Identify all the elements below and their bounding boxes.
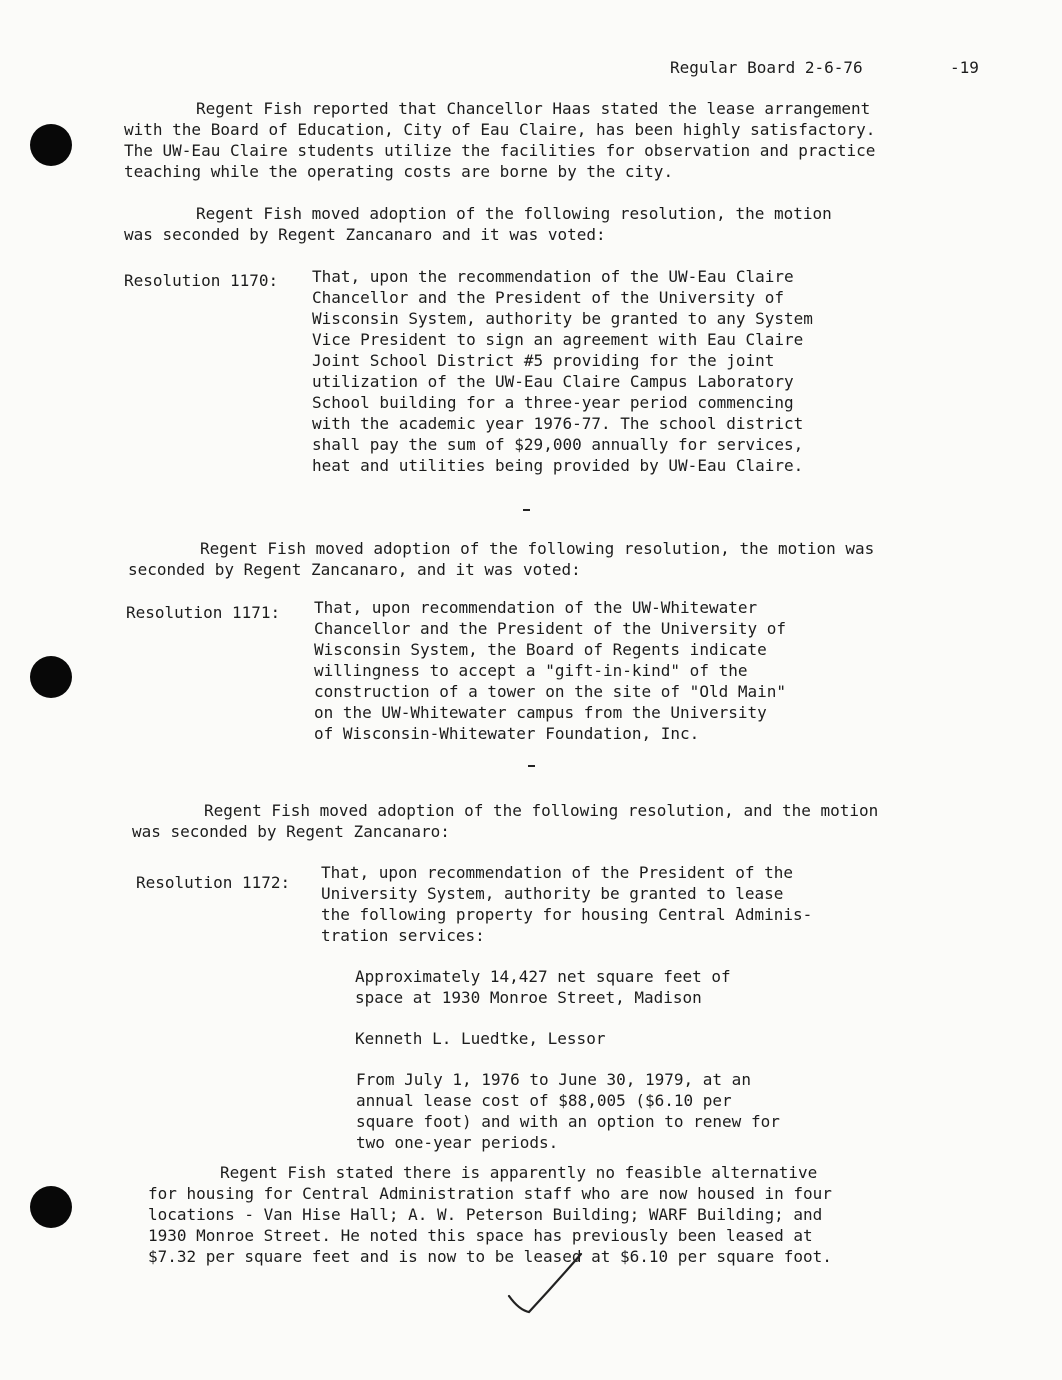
binder-hole [30,124,72,166]
paragraph-motion-1170 [124,203,832,245]
paragraph-housing-statement [148,1162,832,1267]
text-line: That, upon recommendation of the President of the [321,863,794,882]
lease-lessor [355,1028,915,1049]
text-line: Regent Fish moved adoption of the following resolution, the motion [196,204,832,223]
paragraph-chancellor-report [124,98,875,182]
text-line: Regent Fish stated there is apparently no feasible alternative [220,1163,818,1182]
text-line: seconded by Regent Zancanaro, and it was voted: [128,560,581,579]
paragraph-motion-1172 [132,800,878,842]
text-line: Wisconsin System, authority be granted to any System [312,309,813,328]
text-line: space at 1930 Monroe Street, Madison [355,988,702,1007]
text-line: Approximately 14,427 net square feet of [355,967,731,986]
text-line: with the academic year 1976-77. The school district [312,414,804,433]
text-line: Regent Fish moved adoption of the following resolution, and the motion [204,801,879,820]
resolution-1170-text [312,266,872,476]
lease-space-details [355,966,915,1008]
text-line: construction of a tower on the site of "Old Main" [314,682,787,701]
lease-term-details [356,1069,916,1153]
resolution-label: Resolution 1170: [124,271,279,290]
text-line: Vice President to sign an agreement with Eau Claire [312,330,804,349]
text-line: for housing for Central Administration staff who are now housed in four [148,1184,832,1203]
checkmark-icon [505,1250,585,1320]
page-number: -19 [950,58,979,77]
text-line: willingness to accept a "gift-in-kind" of the [314,661,748,680]
resolution-1172-text [321,862,881,946]
text-line: utilization of the UW-Eau Claire Campus Laboratory [312,372,794,391]
text-line: was seconded by Regent Zancanaro and it was voted: [124,225,606,244]
header-title: Regular Board 2-6-76 [670,58,863,77]
text-line: That, upon recommendation of the UW-Whitewater [314,598,758,617]
text-line: The UW-Eau Claire students utilize the facilities for observation and practice [124,141,876,160]
text-line: Chancellor and the President of the University of [312,288,785,307]
text-line: was seconded by Regent Zancanaro: [132,822,450,841]
resolution-1171-text [314,597,874,744]
text-line: with the Board of Education, City of Eau Claire, has been highly satisfactory. [124,120,876,139]
text-line: University System, authority be granted to lease [321,884,784,903]
paragraph-motion-1171 [128,538,874,580]
text-line: locations - Van Hise Hall; A. W. Peterson Building; WARF Building; and [148,1205,823,1224]
text-line: of Wisconsin-Whitewater Foundation, Inc. [314,724,700,743]
section-divider [528,765,535,767]
text-line: teaching while the operating costs are borne by the city. [124,162,674,181]
text-line: Regent Fish reported that Chancellor Haas stated the lease arrangement [196,99,871,118]
text-line: $7.32 per square feet and is now to be leased at $6.10 per square foot. [148,1247,832,1266]
resolution-label: Resolution 1172: [136,873,291,892]
text-line: Joint School District #5 providing for the joint [312,351,775,370]
text-line: From July 1, 1976 to June 30, 1979, at an [356,1070,751,1089]
text-line: heat and utilities being provided by UW-Eau Claire. [312,456,804,475]
text-line: 1930 Monroe Street. He noted this space has previously been leased at [148,1226,813,1245]
text-line: shall pay the sum of $29,000 annually for services, [312,435,804,454]
text-line: tration services: [321,926,485,945]
text-line: square foot) and with an option to renew for [356,1112,780,1131]
text-line: That, upon the recommendation of the UW-Eau Claire [312,267,794,286]
binder-hole [30,656,72,698]
text-line: Chancellor and the President of the University of [314,619,787,638]
text-line: annual lease cost of $88,005 ($6.10 per [356,1091,732,1110]
resolution-label: Resolution 1171: [126,603,281,622]
text-line: on the UW-Whitewater campus from the University [314,703,767,722]
text-line: Kenneth L. Luedtke, Lessor [355,1029,606,1048]
section-divider [523,509,530,511]
text-line: two one-year periods. [356,1133,559,1152]
binder-hole [30,1186,72,1228]
text-line: Regent Fish moved adoption of the following resolution, the motion was [200,539,875,558]
text-line: School building for a three-year period commencing [312,393,794,412]
text-line: Wisconsin System, the Board of Regents indicate [314,640,767,659]
text-line: the following property for housing Central Adminis- [321,905,813,924]
